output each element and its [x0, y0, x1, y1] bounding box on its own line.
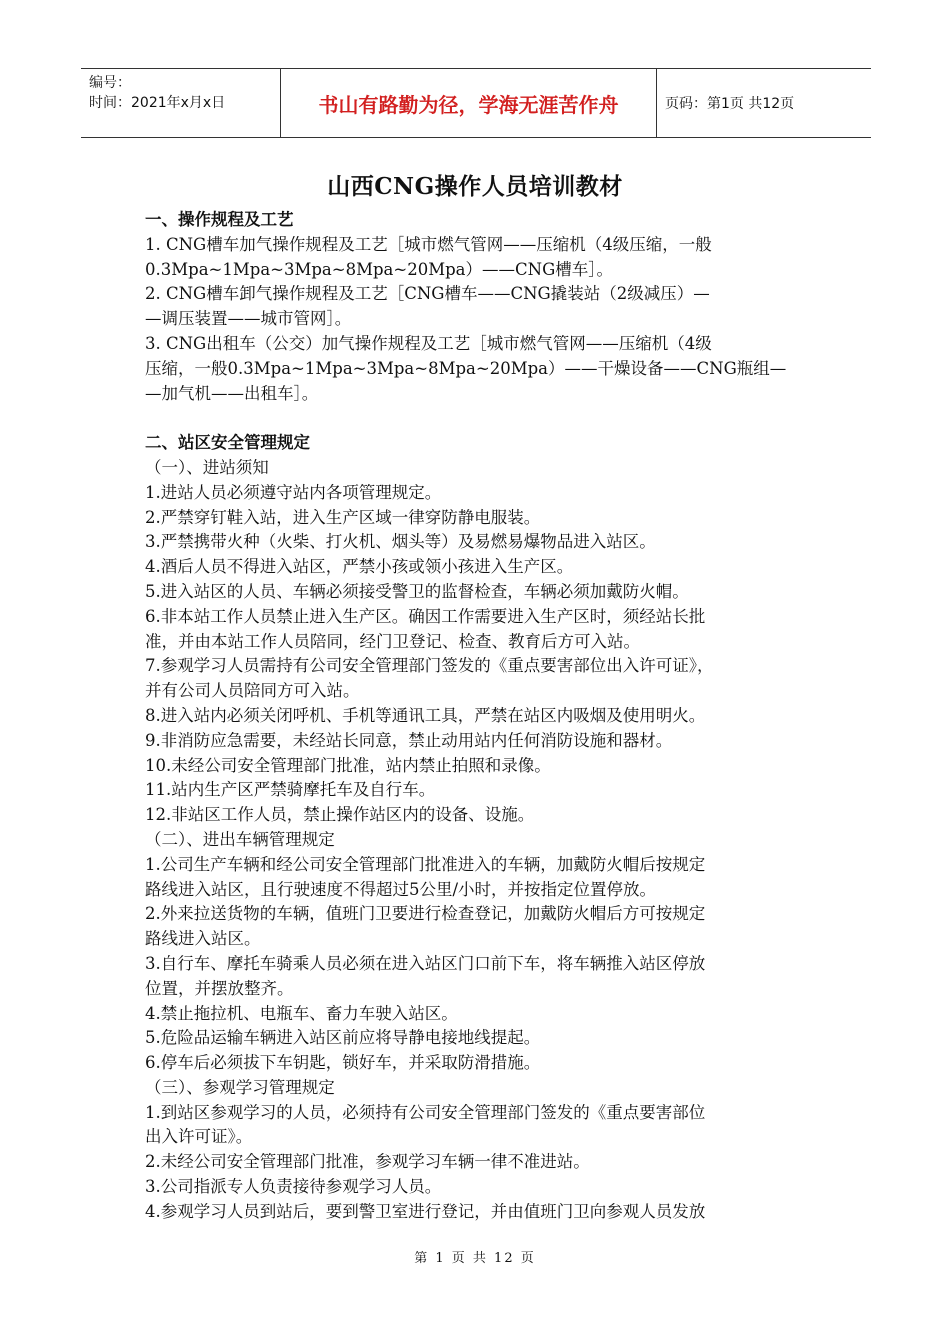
body-line: 出入许可证》。 — [145, 1127, 253, 1147]
document-title: 山西CNG操作人员培训教材 — [327, 173, 623, 200]
body-line: 3.公司指派专人负责接待参观学习人员。 — [145, 1177, 442, 1197]
body-line: 3.严禁携带火种（火柴、打火机、烟头等）及易燃易爆物品进入站区。 — [145, 532, 656, 552]
body-line: 1.公司生产车辆和经公司安全管理部门批准进入的车辆，加戴防火帽后按规定 — [145, 854, 706, 874]
document-body — [145, 208, 815, 1225]
body-line: （二）、进出车辆管理规定 — [145, 829, 335, 849]
body-line: 2.严禁穿钉鞋入站，进入生产区域一律穿防静电服装。 — [145, 507, 541, 527]
body-line: 1. CNG槽车加气操作规程及工艺［城市燃气管网——压缩机（4级压缩，一般 — [145, 234, 712, 254]
body-line: 5.进入站区的人员、车辆必须接受警卫的监督检查，车辆必须加戴防火帽。 — [145, 581, 689, 601]
header-meta — [81, 69, 281, 137]
body-line: 6.非本站工作人员禁止进入生产区。确因工作需要进入生产区时，须经站长批 — [145, 606, 706, 626]
body-line: 4.禁止拖拉机、电瓶车、畜力车驶入站区。 — [145, 1003, 458, 1023]
body-line: 1.进站人员必须遵守站内各项管理规定。 — [145, 482, 442, 502]
body-line: （三）、参观学习管理规定 — [145, 1077, 335, 1097]
body-line: 3.自行车、摩托车骑乘人员必须在进入站区门口前下车，将车辆推入站区停放 — [145, 953, 706, 973]
body-line: 8.进入站内必须关闭呼机、手机等通讯工具，严禁在站区内吸烟及使用明火。 — [145, 705, 706, 725]
body-line: 10.未经公司安全管理部门批准，站内禁止拍照和录像。 — [145, 755, 551, 775]
page-footer: 第 1 页 共 12 页 — [414, 1251, 536, 1266]
body-line: 2. CNG槽车卸气操作规程及工艺［CNG槽车——CNG撬装站（2级减压）— — [145, 284, 710, 304]
body-line: 12.非站区工作人员，禁止操作站区内的设备、设施。 — [145, 805, 535, 825]
body-line: 4.参观学习人员到站后，要到警卫室进行登记，并由值班门卫向参观人员发放 — [145, 1201, 706, 1221]
body-line: 并有公司人员陪同方可入站。 — [145, 681, 360, 701]
body-line: 4.酒后人员不得进入站区，严禁小孩或领小孩进入生产区。 — [145, 557, 574, 577]
code-label: 编号： — [89, 75, 131, 91]
section-heading: 一、操作规程及工艺 — [145, 210, 294, 229]
section-heading: 二、站区安全管理规定 — [145, 433, 310, 453]
body-line: 6.停车后必须拔下车钥匙，锁好车，并采取防滑措施。 — [145, 1053, 541, 1073]
body-line: 路线进入站区，且行驶速度不得超过5公里/小时，并按指定位置停放。 — [145, 879, 657, 899]
body-line: —加气机——出租车］。 — [145, 383, 319, 403]
blank-line — [145, 406, 815, 431]
body-line: 0.3Mpa~1Mpa~3Mpa~8Mpa~20Mpa）——CNG槽车］。 — [145, 259, 613, 279]
body-line: 7.参观学习人员需持有公司安全管理部门签发的《重点要害部位出入许可证》， — [145, 656, 714, 676]
body-line: 9.非消防应急需要，未经站长同意，禁止动用站内任何消防设施和器材。 — [145, 730, 673, 750]
header-page-info: 页码：第1页 共12页 — [665, 96, 795, 112]
body-line: 压缩，一般0.3Mpa~1Mpa~3Mpa~8Mpa~20Mpa）——干燥设备——CNG瓶组— — [145, 358, 787, 378]
body-line: （一）、进站须知 — [145, 457, 269, 477]
body-line: 位置，并摆放整齐。 — [145, 978, 294, 998]
body-line: 5.危险品运输车辆进入站区前应将导静电接地线提起。 — [145, 1028, 541, 1048]
body-line: —调压装置——城市管网］。 — [145, 309, 352, 329]
body-line: 路线进入站区。 — [145, 929, 261, 949]
body-line: 1.到站区参观学习的人员，必须持有公司安全管理部门签发的《重点要害部位 — [145, 1102, 706, 1122]
header-motto: 书山有路勤为径，学海无涯苦作舟 — [281, 69, 657, 137]
body-line: 11.站内生产区严禁骑摩托车及自行车。 — [145, 780, 436, 800]
body-line: 3. CNG出租车（公交）加气操作规程及工艺［城市燃气管网——压缩机（4级 — [145, 333, 712, 353]
time-label: 时间：2021年x月x日 — [89, 95, 226, 111]
body-line: 准，并由本站工作人员陪同，经门卫登记、检查、教育后方可入站。 — [145, 631, 640, 651]
body-line: 2.外来拉送货物的车辆，值班门卫要进行检查登记，加戴防火帽后方可按规定 — [145, 904, 706, 924]
body-line: 2.未经公司安全管理部门批准，参观学习车辆一律不准进站。 — [145, 1152, 590, 1172]
page-header — [81, 68, 871, 138]
